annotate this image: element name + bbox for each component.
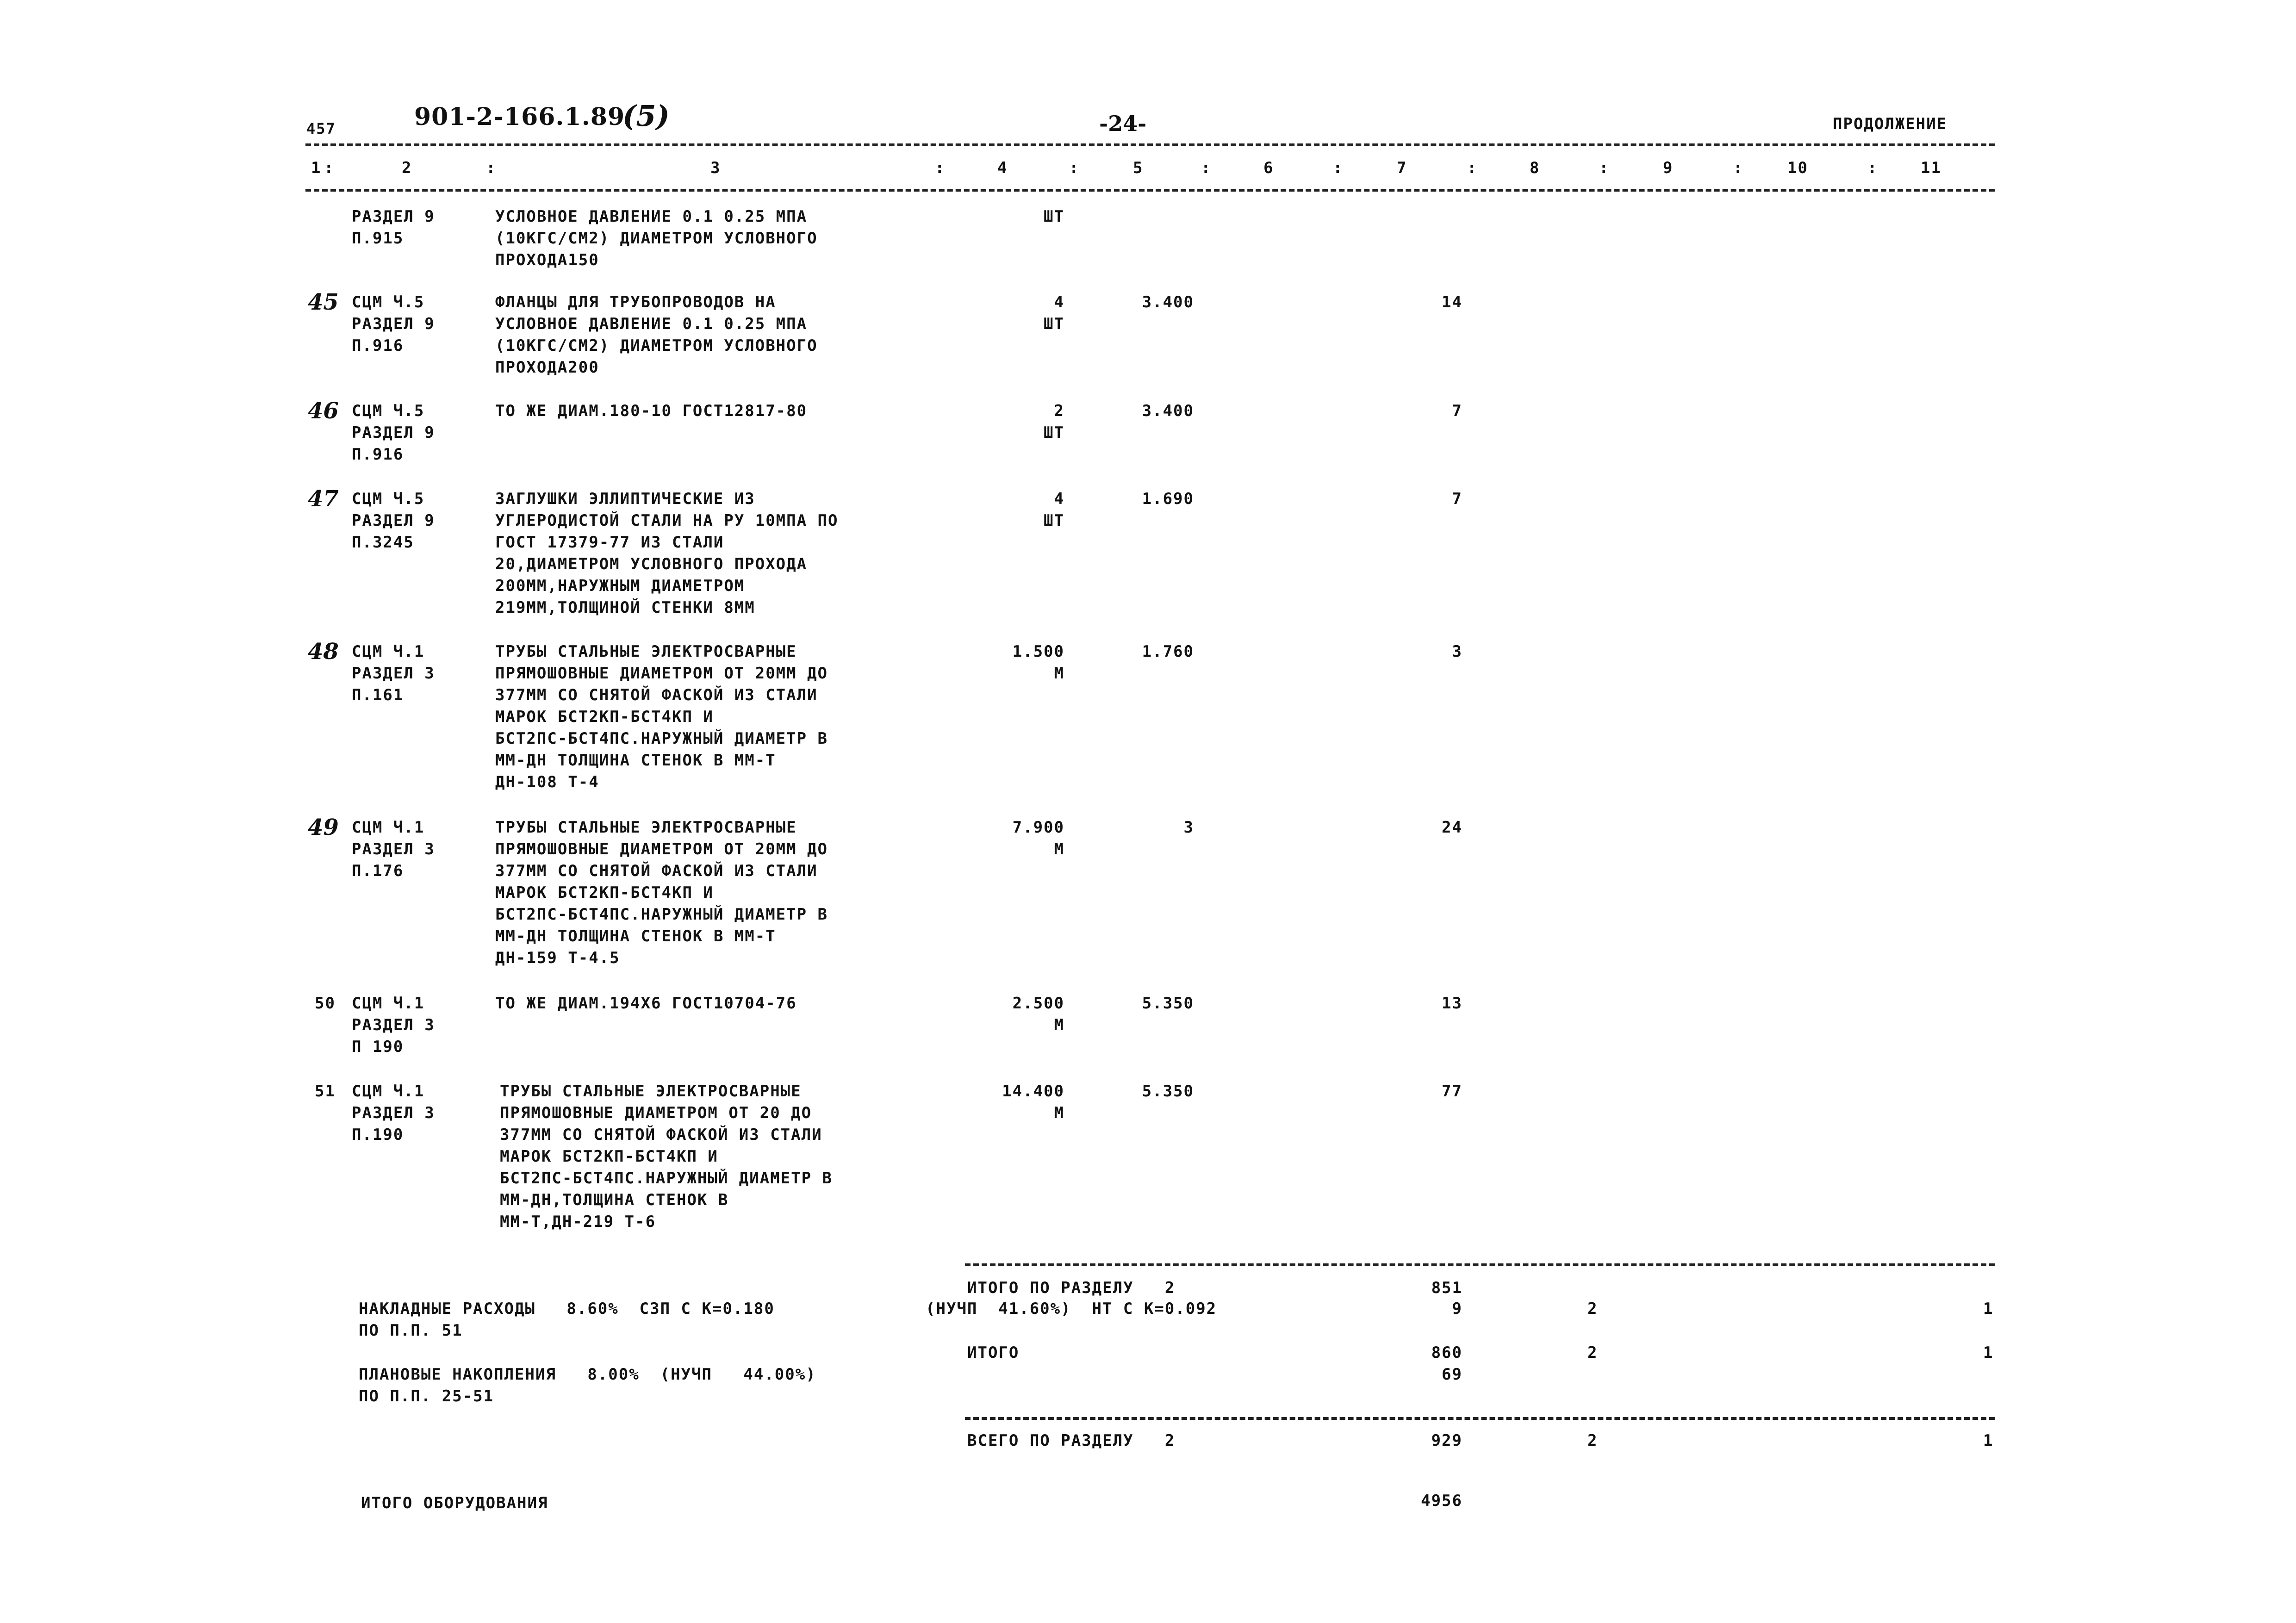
row-number: 48 — [308, 639, 339, 665]
row-code: СЦМ Ч.1 РАЗДЕЛ 3 П.176 — [352, 818, 435, 880]
row-code: СЦМ Ч.1 РАЗДЕЛ 3 П.161 — [352, 642, 435, 704]
planned-label: ПЛАНОВЫЕ НАКОПЛЕНИЯ 8.00% (НУЧП 44.00%) — [359, 1365, 816, 1384]
row-code: СЦМ Ч.1 РАЗДЕЛ 3 П 190 — [352, 994, 435, 1056]
col-6: 6 — [1263, 159, 1274, 177]
row-description: ТО ЖЕ ДИАМ.194Х6 ГОСТ10704-76 — [495, 994, 797, 1013]
all-total-col11: 1 — [1983, 1431, 1994, 1450]
col-separator: : — [486, 159, 497, 177]
col-separator: : — [1599, 159, 1610, 177]
row-number: 50 — [315, 994, 336, 1013]
document-variant: (5) — [622, 99, 670, 133]
row-description: ТРУБЫ СТАЛЬНЫЕ ЭЛЕКТРОСВАРНЫЕ ПРЯМОШОВНЫЕ ДИАМЕТРОМ ОТ 20 ДО 377ММ СО СНЯТОЙ ФАСКОЙ ИЗ СТАЛИ МАРОК БСТ2КП-БСТ4КП И БСТ2ПС-БСТ4ПС.НАРУЖНЫЙ ДИАМЕТР В ММ-ДН,ТОЛЩИНА СТЕНОК В ММ-Т,ДН-219 Т-6 — [500, 1082, 833, 1231]
row-code: СЦМ Ч.5 РАЗДЕЛ 9 П.916 — [352, 293, 435, 355]
row-quantity: ШТ — [1044, 207, 1064, 226]
row-quantity: 14.400 М — [1002, 1082, 1064, 1122]
col-separators: : — [324, 159, 334, 177]
row-price: 3.400 — [1142, 402, 1194, 420]
itogo-label: ИТОГО — [967, 1343, 1020, 1362]
col-2: 2 — [402, 159, 412, 177]
row-total: 7 — [1452, 402, 1462, 420]
row-description: ФЛАНЦЫ ДЛЯ ТРУБОПРОВОДОВ НА УСЛОВНОЕ ДАВЛЕНИЕ 0.1 0.25 МПА (10КГС/СМ2) ДИАМЕТРОМ УСЛОВНОГО ПРОХОДА200 — [495, 293, 818, 377]
col-7: 7 — [1397, 159, 1407, 177]
row-total: 14 — [1442, 293, 1462, 311]
row-total: 7 — [1452, 490, 1462, 508]
row-number: 46 — [308, 398, 339, 424]
col-separator: : — [1467, 159, 1478, 177]
col-separator: : — [1333, 159, 1344, 177]
col-11: 11 — [1921, 159, 1941, 177]
row-code: СЦМ Ч.1 РАЗДЕЛ 3 П.190 — [352, 1082, 435, 1144]
row-total: 3 — [1452, 642, 1462, 661]
row-price: 1.690 — [1142, 490, 1194, 508]
row-number: 47 — [308, 486, 339, 512]
equipment-label: ИТОГО ОБОРУДОВАНИЯ — [361, 1494, 548, 1512]
sheet-number: 457 — [306, 120, 336, 137]
section-total-label: ИТОГО ПО РАЗДЕЛУ 2 — [967, 1279, 1176, 1297]
row-quantity: 2 ШТ — [1044, 402, 1064, 442]
row-price: 3 — [1183, 818, 1194, 837]
col-8: 8 — [1530, 159, 1540, 177]
row-code: СЦМ Ч.5 РАЗДЕЛ 9 П.3245 — [352, 490, 435, 552]
planned-value: 69 — [1442, 1365, 1462, 1384]
itogo-col11: 1 — [1983, 1343, 1994, 1362]
overhead-value: 9 — [1452, 1300, 1462, 1318]
planned-label-2: ПО П.П. 25-51 — [359, 1387, 494, 1405]
row-description: ТРУБЫ СТАЛЬНЫЕ ЭЛЕКТРОСВАРНЫЕ ПРЯМОШОВНЫЕ ДИАМЕТРОМ ОТ 20ММ ДО 377ММ СО СНЯТОЙ ФАСКОЙ ИЗ СТАЛИ МАРОК БСТ2КП-БСТ4КП И БСТ2ПС-БСТ4ПС.НАРУЖНЫЙ ДИАМЕТР В ММ-ДН ТОЛЩИНА СТЕНОК В ММ-Т ДН-159 Т-4.5 — [495, 818, 828, 967]
overhead-label: НАКЛАДНЫЕ РАСХОДЫ 8.60% СЗП С К=0.180 — [359, 1300, 775, 1318]
header-top-rule — [305, 143, 1995, 146]
row-number: 49 — [308, 815, 339, 840]
row-price: 1.760 — [1142, 642, 1194, 661]
overhead-middle: (НУЧП 41.60%) НТ С К=0.092 — [926, 1300, 1217, 1318]
col-1: 1 — [311, 159, 322, 177]
row-number: 51 — [315, 1082, 336, 1101]
summary-rule-1 — [965, 1263, 1995, 1266]
summary-rule-2 — [965, 1417, 1995, 1420]
row-quantity: 1.500 М — [1012, 642, 1064, 683]
overhead-col11: 1 — [1983, 1300, 1994, 1318]
row-description: ЗАГЛУШКИ ЭЛЛИПТИЧЕСКИЕ ИЗ УГЛЕРОДИСТОЙ СТАЛИ НА РУ 10МПА ПО ГОСТ 17379-77 ИЗ СТАЛИ 20,ДИАМЕТРОМ УСЛОВНОГО ПРОХОДА 200ММ,НАРУЖНЫМ ДИАМЕТРОМ 219ММ,ТОЛЩИНОЙ СТЕНКИ 8ММ — [495, 490, 839, 617]
row-total: 77 — [1442, 1082, 1462, 1101]
row-quantity: 2.500 М — [1012, 994, 1064, 1034]
col-separator: : — [1069, 159, 1080, 177]
row-number: 45 — [308, 289, 339, 315]
row-price: 3.400 — [1142, 293, 1194, 311]
overhead-label-2: ПО П.П. 51 — [359, 1321, 463, 1340]
row-price: 5.350 — [1142, 1082, 1194, 1101]
continuation-label: ПРОДОЛЖЕНИЕ — [1833, 115, 1948, 133]
header-bottom-rule — [305, 189, 1995, 192]
row-code: РАЗДЕЛ 9 П.915 — [352, 207, 435, 248]
row-quantity: 7.900 М — [1012, 818, 1064, 858]
row-price: 5.350 — [1142, 994, 1194, 1013]
col-9: 9 — [1663, 159, 1674, 177]
row-quantity: 4 ШТ — [1044, 490, 1064, 530]
row-description: ТРУБЫ СТАЛЬНЫЕ ЭЛЕКТРОСВАРНЫЕ ПРЯМОШОВНЫЕ ДИАМЕТРОМ ОТ 20ММ ДО 377ММ СО СНЯТОЙ ФАСКОЙ ИЗ СТАЛИ МАРОК БСТ2КП-БСТ4КП И БСТ2ПС-БСТ4ПС.НАРУЖНЫЙ ДИАМЕТР В ММ-ДН ТОЛЩИНА СТЕНОК В ММ-Т ДН-108 Т-4 — [495, 642, 828, 791]
page-number: -24- — [1099, 111, 1147, 136]
equipment-value: 4956 — [1421, 1492, 1462, 1510]
row-description: УСЛОВНОЕ ДАВЛЕНИЕ 0.1 0.25 МПА (10КГС/СМ2) ДИАМЕТРОМ УСЛОВНОГО ПРОХОДА150 — [495, 207, 818, 269]
col-separator: : — [1201, 159, 1212, 177]
row-description: ТО ЖЕ ДИАМ.180-10 ГОСТ12817-80 — [495, 402, 808, 420]
row-total: 24 — [1442, 818, 1462, 837]
col-10: 10 — [1787, 159, 1808, 177]
row-quantity: 4 ШТ — [1044, 293, 1064, 333]
col-3: 3 — [710, 159, 721, 177]
all-total-col9: 2 — [1587, 1431, 1598, 1450]
all-total-value: 929 — [1431, 1431, 1462, 1450]
col-5: 5 — [1133, 159, 1144, 177]
overhead-col9: 2 — [1587, 1300, 1598, 1318]
row-code: СЦМ Ч.5 РАЗДЕЛ 9 П.916 — [352, 402, 435, 464]
section-total-value: 851 — [1431, 1279, 1462, 1297]
document-code: 901-2-166.1.89 — [414, 103, 625, 131]
itogo-value: 860 — [1431, 1343, 1462, 1362]
row-total: 13 — [1442, 994, 1462, 1013]
all-total-label: ВСЕГО ПО РАЗДЕЛУ 2 — [967, 1431, 1176, 1450]
itogo-col9: 2 — [1587, 1343, 1598, 1362]
col-separator: : — [1733, 159, 1744, 177]
col-separator: : — [1867, 159, 1878, 177]
col-4: 4 — [997, 159, 1008, 177]
col-separator: : — [935, 159, 946, 177]
